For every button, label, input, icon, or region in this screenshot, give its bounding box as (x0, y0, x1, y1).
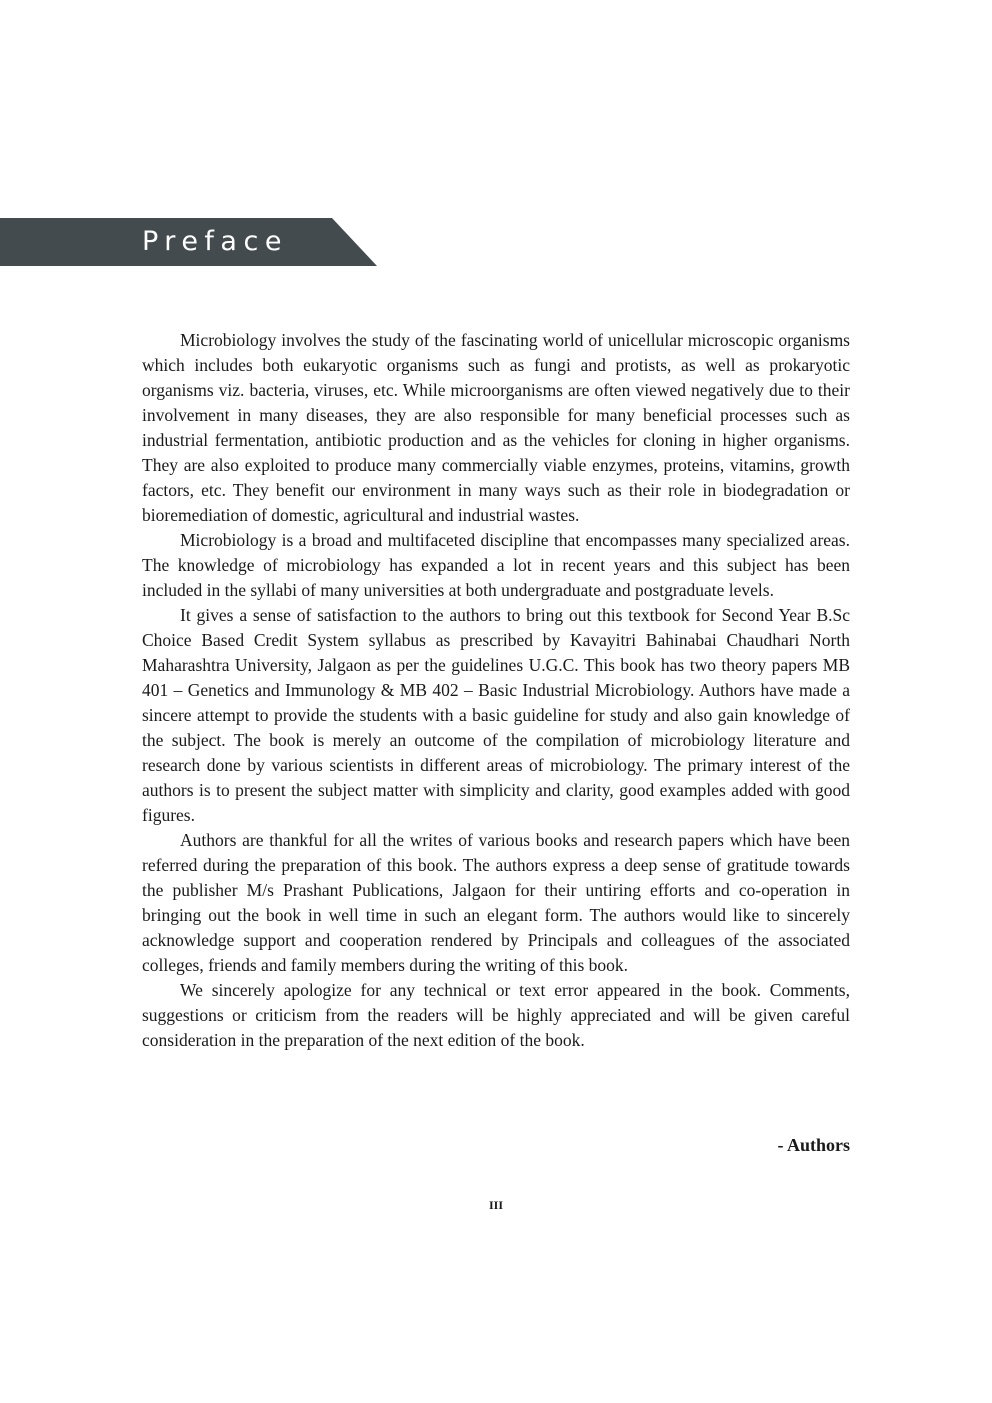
paragraph-2: Microbiology is a broad and multifaceted discipline that encompasses many specialized areas. The knowledge of microbiology has expanded a lot in recent years and this subject has been included in the syllabi of many universities at both undergraduate and postgraduate levels. (142, 530, 850, 600)
preface-body (142, 328, 850, 1053)
signature: - Authors (777, 1135, 850, 1155)
paragraph-3: It gives a sense of satisfaction to the authors to bring out this textbook for Second Year B.Sc Choice Based Credit System syllabus as prescribed by Kavayitri Bahinabai Chaudhari North Maharashtra University, Jalgaon as per the guidelines U.G.C. This book has two theory papers MB 401 – Genetics and Immunology & MB 402 – Basic Industrial Microbiology. Authors have made a sincere attempt to provide the students with a basic guideline for study and also gain knowledge of the subject. The book is merely an outcome of the compilation of microbiology literature and research done by various scientists in different areas of microbiology. The primary interest of the authors is to present the subject matter with simplicity and clarity, good examples added with good figures. (142, 605, 850, 825)
page-number: III (488, 1198, 503, 1212)
paragraph-1: Microbiology involves the study of the fascinating world of unicellular microscopic organisms which includes both eukaryotic organisms such as fungi and protists, as well as prokaryotic organisms viz. bacteria, viruses, etc. While microorganisms are often viewed negatively due to their involvement in many diseases, they are also responsible for many beneficial processes such as industrial fermentation, antibiotic production and as the vehicles for cloning in higher organisms. They are also exploited to produce many commercially viable enzymes, proteins, vitamins, growth factors, etc. They benefit our environment in many ways such as their role in biodegradation or bioremediation of domestic, agricultural and industrial wastes. (142, 330, 850, 525)
paragraph-4: Authors are thankful for all the writes of various books and research papers which have been referred during the preparation of this book. The authors express a deep sense of gratitude towards the publisher M/s Prashant Publications, Jalgaon for their untiring efforts and co-operation in bringing out the book in well time in such an elegant form. The authors would like to sincerely acknowledge support and cooperation rendered by Principals and colleagues of the associated colleges, friends and family members during the writing of this book. (142, 830, 850, 975)
paragraph-5: We sincerely apologize for any technical or text error appeared in the book. Comments, suggestions or criticism from the readers will be highly appreciated and will be given careful consideration in the preparation of the next edition of the book. (142, 980, 850, 1050)
page-title: Preface (142, 226, 288, 257)
